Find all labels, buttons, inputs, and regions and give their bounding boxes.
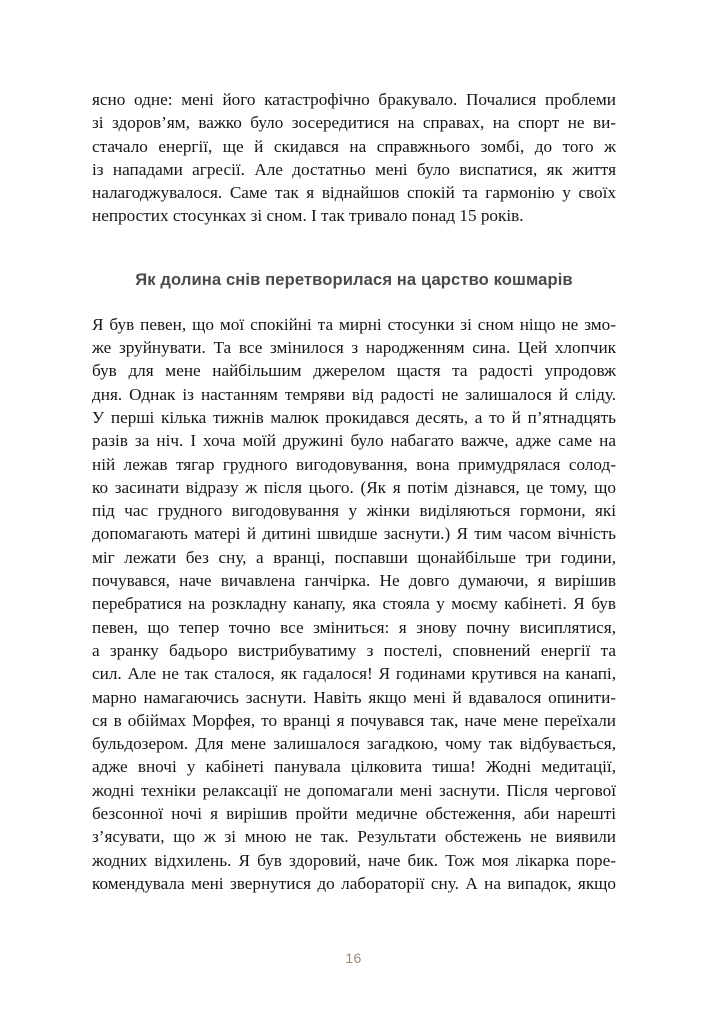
text-line: Я був певен, що мої спокійні та мирні стосунки зі сном ніщо не змо- xyxy=(92,314,616,334)
text-line: жодні техніки релаксації не допомагали мені заснути. Після чергової xyxy=(92,780,616,800)
page-number: 16 xyxy=(345,950,362,966)
text-line: налагоджувалося. Саме так я віднайшов спокій та гармонію у своїх xyxy=(92,183,616,203)
text-line: зі здоров’ям, важко було зосередитися на справах, на спорт не ви- xyxy=(92,113,616,133)
text-line: марно намагаючись заснути. Навіть якщо мені й вдавалося опинити- xyxy=(92,687,616,707)
text-line: дня. Однак із настанням темряви від радості не залишалося й сліду. xyxy=(92,384,616,404)
text-line: ся в обіймах Морфея, то вранці я почувався так, наче мене переїхали xyxy=(92,710,616,730)
text-line: же зруйнувати. Та все змінилося з народженням сина. Цей хлопчик xyxy=(92,338,616,358)
page-content xyxy=(92,88,616,895)
section-heading: Як долина снів перетворилася на царство кошмарів xyxy=(135,269,573,289)
text-line: певен, що тепер точно все зміниться: я знову почну висиплятися, xyxy=(92,617,616,637)
spacer xyxy=(92,228,616,269)
text-line: під час грудного вигодовування у жінки виділяються гормони, які xyxy=(92,501,616,521)
paragraph-continued xyxy=(92,88,616,228)
text-line: У перші кілька тижнів малюк прокидався десять, а то й п’ятнадцять xyxy=(92,407,616,427)
spacer xyxy=(92,291,616,313)
text-line: був для мене найбільшим джерелом щастя та радості упродовж xyxy=(92,361,616,381)
text-line: з’ясувати, що ж зі мною не так. Результати обстежень не виявили xyxy=(92,827,616,847)
text-line: міг лежати без сну, а вранці, поспавши щонайбільше три години, xyxy=(92,547,616,567)
text-line: разів за ніч. І хоча моїй дружині було набагато важче, адже саме на xyxy=(92,431,616,451)
text-line: почувався, наче вичавлена ганчірка. Не довго думаючи, я вирішив xyxy=(92,571,616,591)
text-line: а зранку бадьоро вистрибуватиму з постелі, сповнений енергії та xyxy=(92,640,616,660)
text-line: непростих стосунках зі сном. І так тривало понад 15 років. xyxy=(92,206,524,226)
text-line: стачало енергії, ще й скидався на справжнього зомбі, до того ж xyxy=(92,136,616,156)
text-line: ясно одне: мені його катастрофічно бракувало. Почалися проблеми xyxy=(92,90,616,109)
text-line: із нападами агресії. Але достатньо мені було виспатися, як життя xyxy=(92,159,616,179)
paragraph-body xyxy=(92,313,616,895)
text-line: комендувала мені звернутися до лабораторії сну. А на випадок, якщо xyxy=(92,873,616,893)
text-line: сил. Але не так сталося, як гадалося! Я годинами крутився на канапі, xyxy=(92,664,616,684)
text-line: перебратися на розкладну канапу, яка стояла у моєму кабінеті. Я був xyxy=(92,594,616,614)
text-line: безсонної ночі я вирішив пройти медичне обстеження, аби нарешті xyxy=(92,804,616,824)
text-line: адже вночі у кабінеті панувала цілковита тиша! Жодні медитації, xyxy=(92,757,616,777)
text-line: ко засинати відразу ж після цього. (Як я потім дізнався, це тому, що xyxy=(92,477,616,497)
text-line: допомагають матері й дитині швидше заснути.) Я тим часом вічність xyxy=(92,524,616,544)
text-line: ній лежав тягар грудного вигодовування, вона примудрялася солод- xyxy=(92,454,616,474)
text-line: жодних відхилень. Я був здоровий, наче бик. Тож моя лікарка поре- xyxy=(92,850,616,870)
text-line: бульдозером. Для мене залишалося загадкою, чому так відбувається, xyxy=(92,734,616,754)
